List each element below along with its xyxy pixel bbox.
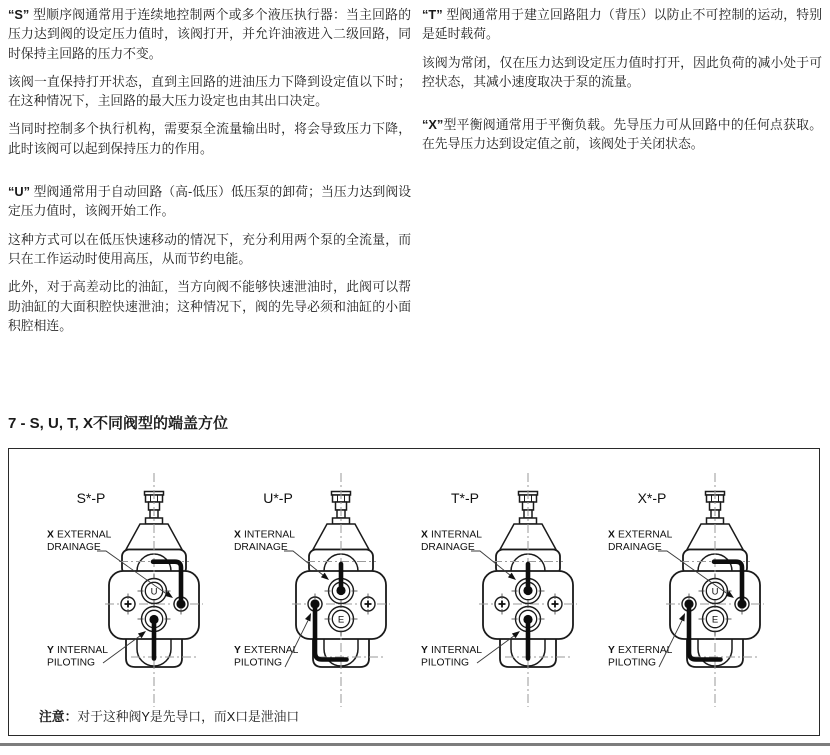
valve-type-lead: “S” xyxy=(8,7,30,22)
y-port-label-line2: PILOTING xyxy=(47,657,96,669)
valve-cell-t xyxy=(393,461,583,711)
port-u-letter: U xyxy=(711,586,719,598)
x-port-label-line2: DRAINAGE xyxy=(234,542,288,553)
diagram-note xyxy=(39,706,299,725)
paragraph-s-1 xyxy=(8,5,411,63)
y-port-label-line1: EXTERNAL xyxy=(618,645,673,656)
paragraph-u-2 xyxy=(8,230,411,269)
port-e-letter: E xyxy=(337,614,345,626)
paragraph-text: 型阀通常用于自动回路（高-低压）低压泵的卸荷；当压力达到阀设定压力值时，该阀开始工作。 xyxy=(8,184,411,219)
x-port-label-line1: EXTERNAL xyxy=(57,529,112,541)
y-port-letter-label: Y xyxy=(421,645,428,656)
port-e-letter: E xyxy=(711,614,719,626)
valve-variant-title: T*-P xyxy=(451,490,479,506)
note-text: 对于这种阀Y是先导口，而X口是泄油口 xyxy=(77,709,300,724)
x-port-label-line1: INTERNAL xyxy=(244,529,295,541)
valve-cell-x xyxy=(580,461,770,711)
y-port-label-line1: INTERNAL xyxy=(57,645,108,656)
note-label: 注意： xyxy=(39,709,78,724)
x-port-letter-label: X xyxy=(608,529,615,541)
valve-type-lead: “T” xyxy=(422,7,443,22)
footer-divider xyxy=(0,743,830,746)
paragraph-u-1 xyxy=(8,182,411,221)
paragraph-t-2 xyxy=(422,53,822,92)
y-port-label-line1: EXTERNAL xyxy=(244,645,299,656)
y-port-letter-label: Y xyxy=(234,645,241,656)
valve-diagram-x xyxy=(580,461,770,711)
paragraph-text: 此外，对于高差动比的油缸，当方向阀不能够快速泄油时，此阀可以帮助油缸的大面积腔快速泄油；这种情况下，阀的先导必须和油缸的小面积腔相连。 xyxy=(8,279,411,333)
paragraph-u-3 xyxy=(8,277,411,335)
paragraph-x-1 xyxy=(422,115,822,154)
x-port-label-line2: DRAINAGE xyxy=(421,542,475,553)
y-port-label-line2: PILOTING xyxy=(421,657,470,669)
x-port-letter-label: X xyxy=(234,529,241,541)
paragraph-s-2 xyxy=(8,72,411,111)
valve-diagram-t xyxy=(393,461,583,711)
valve-type-lead: “X” xyxy=(422,117,444,133)
y-port-label-line1: INTERNAL xyxy=(431,645,482,656)
x-port-label-line2: DRAINAGE xyxy=(47,542,101,553)
valve-type-lead: “U” xyxy=(8,184,31,200)
paragraph-s-3 xyxy=(8,119,411,158)
intro-text-right-column xyxy=(422,5,822,163)
paragraph-text: 当同时控制多个执行机构，需要泵全流量输出时，将会导致压力下降，此时该阀可以起到保持压力的作用。 xyxy=(8,121,411,156)
paragraph-text: 这种方式可以在低压快速移动的情况下，充分利用两个泵的全流量，而只在工作运动时使用高压，从而节约电能。 xyxy=(8,231,411,266)
section-heading: 7 - S, U, T, X不同阀型的端盖方位 xyxy=(8,415,229,432)
x-port-letter-label: X xyxy=(421,529,428,541)
x-port-label-line1: INTERNAL xyxy=(431,529,482,541)
valve-diagram-s xyxy=(19,461,209,711)
valve-cell-u xyxy=(206,461,396,711)
x-port-label-line1: EXTERNAL xyxy=(618,529,673,541)
paragraph-t-1 xyxy=(422,5,822,44)
paragraph-text: 型阀通常用于建立回路阻力（背压）以防止不可控制的运动，特别是延时载荷。 xyxy=(422,7,822,42)
intro-text-left-column xyxy=(8,5,411,344)
x-port-label-line2: DRAINAGE xyxy=(608,542,662,553)
paragraph-text: 型平衡阀通常用于平衡负载。先导压力可从回路中的任何点获取。在先导压力达到设定值之前，该阀处于关闭状态。 xyxy=(422,117,822,152)
y-port-letter-label: Y xyxy=(608,645,615,656)
y-port-label-line2: PILOTING xyxy=(234,657,283,669)
port-u-letter: U xyxy=(150,586,158,598)
valve-diagram-panel xyxy=(8,448,820,736)
valve-diagram-u xyxy=(206,461,396,711)
x-port-letter-label: X xyxy=(47,529,54,541)
paragraph-text: 型顺序阀通常用于连续地控制两个或多个液压执行器：当主回路的压力达到阀的设定压力值时，该阀打开，并允许油液进入二级回路，同时保持主回路的压力不变。 xyxy=(8,7,411,61)
paragraph-text: 该阀一直保持打开状态，直到主回路的进油压力下降到设定值以下时；在这种情况下，主回路的最大压力设定也由其出口决定。 xyxy=(8,73,411,109)
valve-variant-title: X*-P xyxy=(637,490,667,506)
valve-variant-title: S*-P xyxy=(76,490,106,506)
y-port-label-line2: PILOTING xyxy=(608,657,657,669)
paragraph-text: 该阀为常闭，仅在压力达到设定压力值时打开，因此负荷的减小处于可控状态，其减小速度取决于泵的流量。 xyxy=(422,54,822,89)
valve-cell-s xyxy=(19,461,209,711)
y-port-letter-label: Y xyxy=(47,645,54,656)
valve-variant-title: U*-P xyxy=(263,490,293,506)
